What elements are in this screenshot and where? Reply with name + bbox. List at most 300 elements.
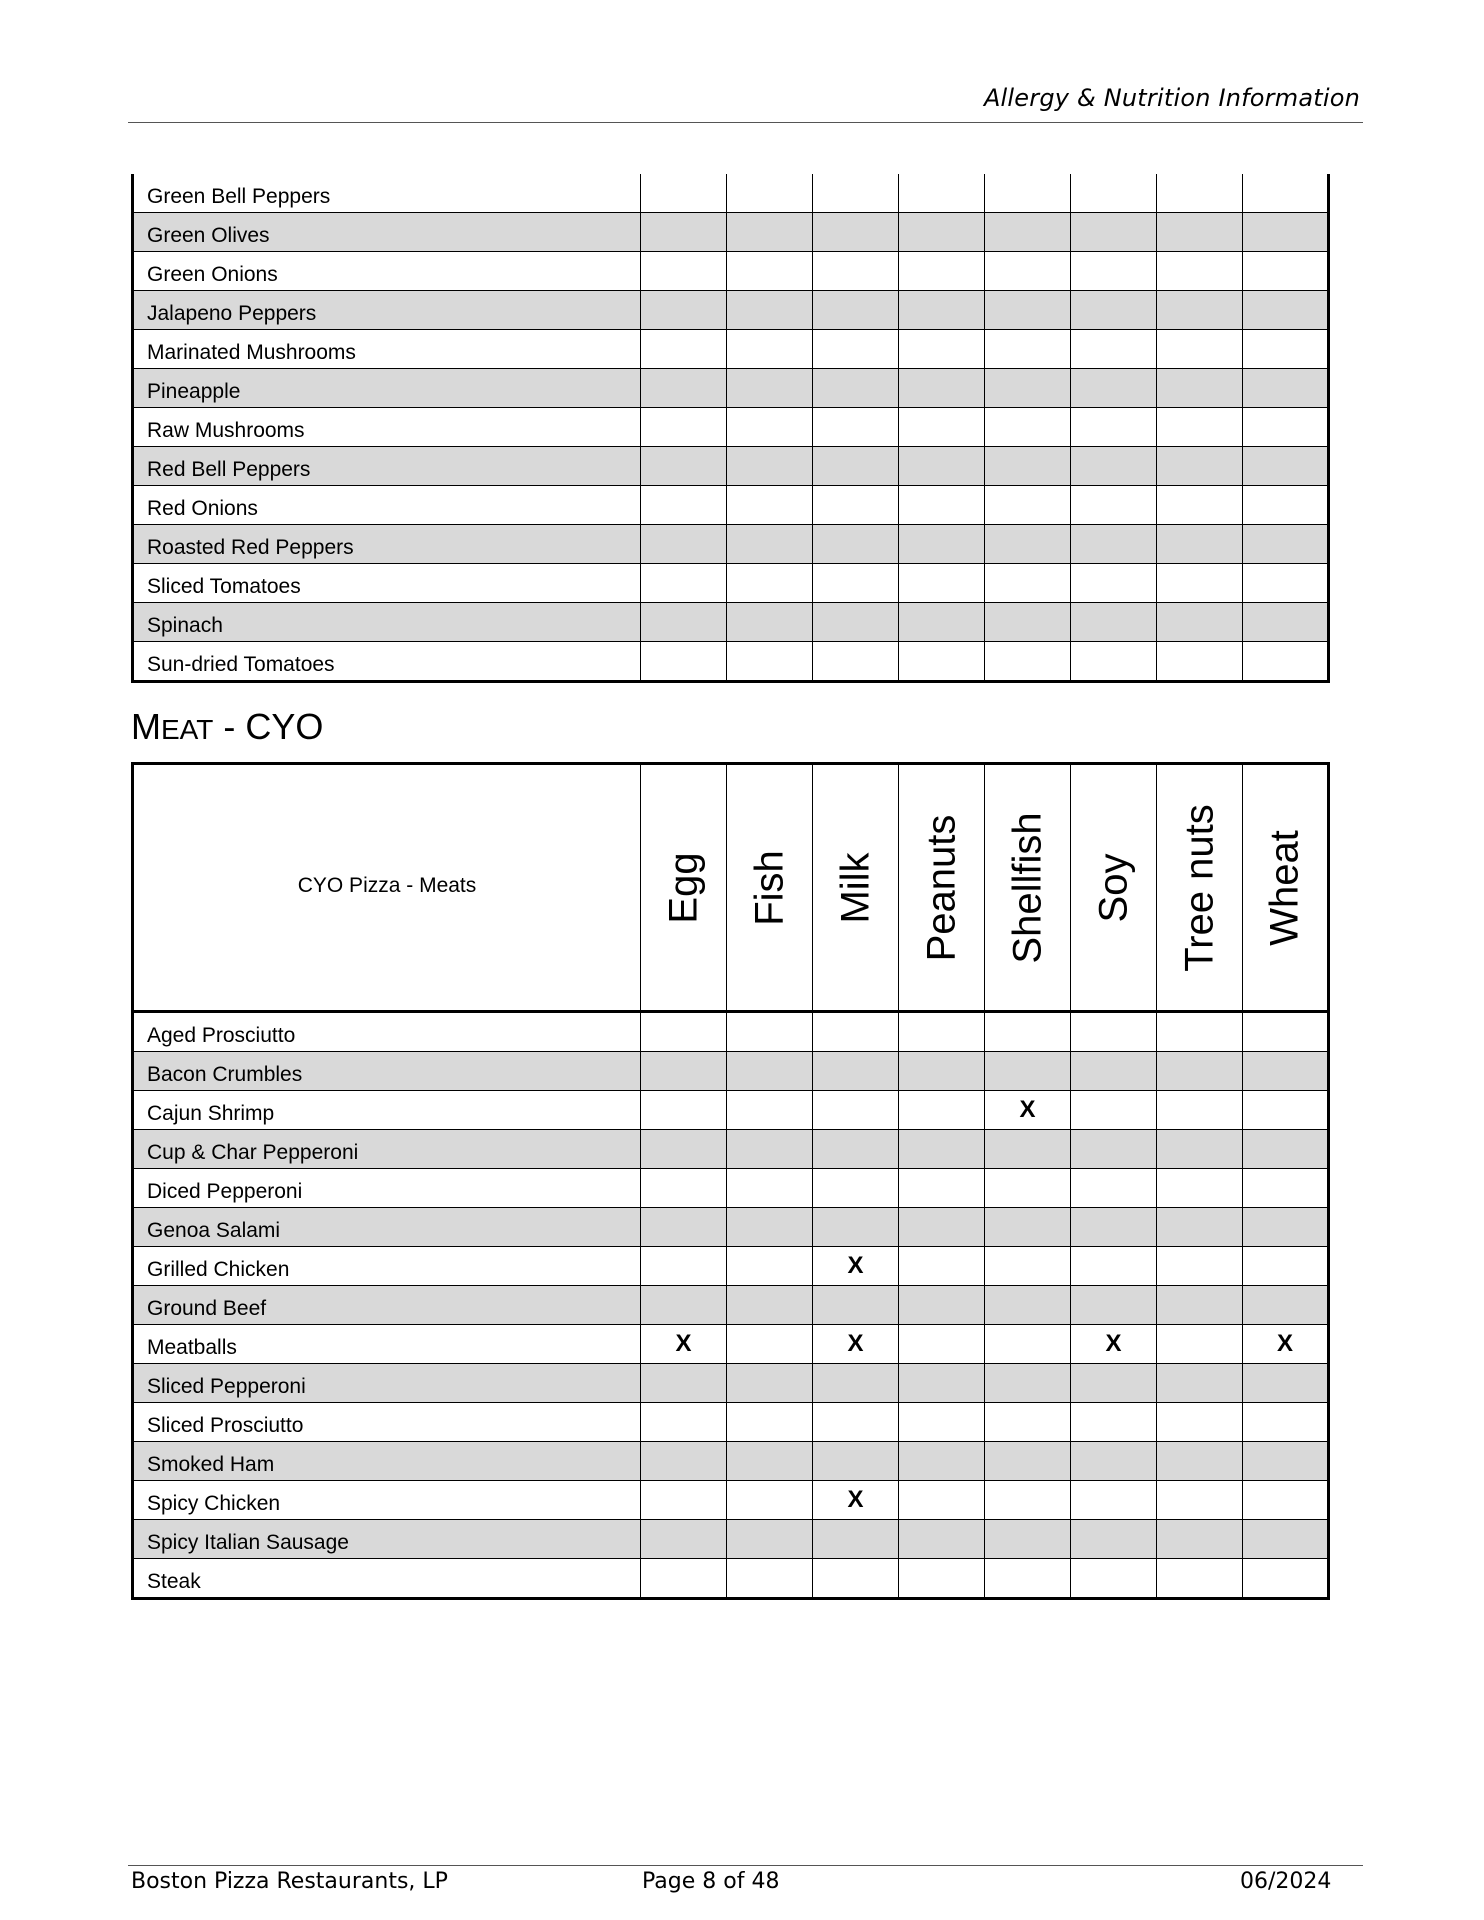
- allergen-cell: [1071, 603, 1157, 642]
- allergen-cell: [899, 1247, 985, 1286]
- allergen-cell: [1157, 1169, 1243, 1208]
- allergen-cell: [813, 642, 899, 682]
- allergen-cell: [899, 447, 985, 486]
- allergen-header-label: Egg: [661, 851, 705, 924]
- allergen-cell: [1071, 1442, 1157, 1481]
- allergen-cell: [813, 1364, 899, 1403]
- allergen-cell: [1157, 369, 1243, 408]
- allergen-cell: [813, 1442, 899, 1481]
- allergen-cell: [727, 1091, 813, 1130]
- allergen-cell: [985, 1325, 1071, 1364]
- allergen-cell: [813, 213, 899, 252]
- allergen-cell: [727, 1403, 813, 1442]
- allergen-cell: [1243, 1012, 1329, 1052]
- allergen-cell: [1157, 174, 1243, 213]
- allergen-cell: [813, 1286, 899, 1325]
- allergen-cell: [899, 369, 985, 408]
- allergen-cell: [985, 1403, 1071, 1442]
- allergen-cell: X: [813, 1325, 899, 1364]
- table-row: [133, 1325, 1329, 1364]
- allergen-cell: [641, 408, 727, 447]
- allergen-cell: X: [813, 1247, 899, 1286]
- table-row: [133, 174, 1329, 213]
- allergen-cell: [1243, 1364, 1329, 1403]
- allergen-cell: [1071, 486, 1157, 525]
- allergen-cell: [1071, 1481, 1157, 1520]
- allergen-cell: [1157, 1442, 1243, 1481]
- allergen-cell: [1157, 1520, 1243, 1559]
- allergen-column-header: [1243, 764, 1329, 1012]
- allergen-cell: [985, 564, 1071, 603]
- allergen-cell: [727, 1208, 813, 1247]
- allergen-cell: [899, 252, 985, 291]
- allergen-cell: [641, 1520, 727, 1559]
- allergen-cell: [899, 1130, 985, 1169]
- allergen-cell: [641, 1130, 727, 1169]
- allergen-cell: [899, 1325, 985, 1364]
- row-item-name: Green Onions: [133, 252, 641, 291]
- table-row: [133, 213, 1329, 252]
- allergen-cell: [899, 603, 985, 642]
- table-row: [133, 564, 1329, 603]
- allergen-cell: [1243, 1403, 1329, 1442]
- table-row: [133, 1130, 1329, 1169]
- section-heading-meat-cyo: [131, 706, 323, 748]
- allergen-cell: [1243, 564, 1329, 603]
- allergen-cell: [727, 1012, 813, 1052]
- allergen-header-label: Fish: [747, 849, 791, 926]
- footer-page-number: Page 8 of 48: [642, 1869, 780, 1894]
- allergen-cell: [1243, 174, 1329, 213]
- row-item-name: Sliced Tomatoes: [133, 564, 641, 603]
- allergen-cell: [985, 1481, 1071, 1520]
- allergen-cell: [985, 408, 1071, 447]
- row-item-name: Diced Pepperoni: [133, 1169, 641, 1208]
- allergen-cell: [813, 1052, 899, 1091]
- allergen-header-label: Milk: [833, 851, 877, 924]
- allergen-cell: [1157, 486, 1243, 525]
- header-rule: [128, 122, 1363, 123]
- allergen-cell: [641, 252, 727, 291]
- allergen-cell: [985, 1364, 1071, 1403]
- allergen-cell: [985, 1012, 1071, 1052]
- table-row: [133, 252, 1329, 291]
- allergen-cell: [641, 1012, 727, 1052]
- allergen-cell: [813, 291, 899, 330]
- allergen-cell: [813, 174, 899, 213]
- allergen-column-header: [727, 764, 813, 1012]
- allergen-cell: [813, 1169, 899, 1208]
- allergen-cell: [727, 486, 813, 525]
- allergen-cell: [813, 408, 899, 447]
- allergen-cell: [899, 1364, 985, 1403]
- table-row: [133, 1052, 1329, 1091]
- allergen-cell: [813, 1559, 899, 1599]
- allergen-cell: [727, 525, 813, 564]
- allergen-cell: [1157, 447, 1243, 486]
- allergen-cell: [985, 486, 1071, 525]
- allergen-cell: [1157, 1481, 1243, 1520]
- allergen-cell: [1243, 1286, 1329, 1325]
- table-row: [133, 1012, 1329, 1052]
- allergen-cell: [727, 1052, 813, 1091]
- allergen-cell: [985, 252, 1071, 291]
- row-item-name: Spicy Chicken: [133, 1481, 641, 1520]
- allergen-column-header: [1071, 764, 1157, 1012]
- allergen-cell: [1071, 369, 1157, 408]
- allergen-cell: [1157, 1052, 1243, 1091]
- allergen-cell: [641, 525, 727, 564]
- allergen-cell: [985, 369, 1071, 408]
- table-row: [133, 1403, 1329, 1442]
- allergen-cell: [899, 408, 985, 447]
- allergen-header-label: Tree nuts: [1177, 803, 1221, 972]
- allergen-cell: [1243, 1091, 1329, 1130]
- allergen-cell: [641, 213, 727, 252]
- allergen-cell: [727, 1169, 813, 1208]
- allergen-cell: [1071, 291, 1157, 330]
- allergen-cell: [813, 525, 899, 564]
- allergen-cell: [813, 564, 899, 603]
- allergen-cell: [1071, 1286, 1157, 1325]
- allergen-cell: [727, 564, 813, 603]
- allergen-cell: [641, 1208, 727, 1247]
- allergen-cell: [985, 1208, 1071, 1247]
- row-item-name: Steak: [133, 1559, 641, 1599]
- allergen-cell: [727, 213, 813, 252]
- allergen-cell: [641, 1403, 727, 1442]
- allergen-cell: [899, 1208, 985, 1247]
- allergen-cell: X: [641, 1325, 727, 1364]
- allergen-cell: [727, 1442, 813, 1481]
- allergen-cell: [641, 1052, 727, 1091]
- allergen-cell: [1157, 252, 1243, 291]
- table-row: [133, 486, 1329, 525]
- allergen-cell: [641, 1169, 727, 1208]
- allergen-cell: [985, 1442, 1071, 1481]
- row-item-name: Genoa Salami: [133, 1208, 641, 1247]
- allergen-cell: [813, 447, 899, 486]
- allergen-cell: [899, 1091, 985, 1130]
- allergen-cell: [1071, 1052, 1157, 1091]
- allergen-cell: [899, 1481, 985, 1520]
- allergen-column-header: [985, 764, 1071, 1012]
- allergen-cell: [813, 1012, 899, 1052]
- allergen-cell: [727, 1247, 813, 1286]
- allergen-cell: [1243, 1520, 1329, 1559]
- allergen-cell: [1243, 603, 1329, 642]
- allergen-cell: [1157, 525, 1243, 564]
- allergen-cell: [1071, 408, 1157, 447]
- allergen-cell: [1243, 486, 1329, 525]
- allergen-cell: [1243, 525, 1329, 564]
- allergen-cell: [1071, 1012, 1157, 1052]
- allergen-cell: [1243, 1559, 1329, 1599]
- table-row: [133, 408, 1329, 447]
- allergen-cell: [1071, 174, 1157, 213]
- allergen-cell: [899, 642, 985, 682]
- allergen-cell: X: [985, 1091, 1071, 1130]
- allergen-cell: [1071, 1403, 1157, 1442]
- allergen-cell: [813, 1520, 899, 1559]
- row-item-name: Marinated Mushrooms: [133, 330, 641, 369]
- allergen-cell: [985, 1130, 1071, 1169]
- allergen-cell: [899, 1052, 985, 1091]
- allergen-cell: [641, 642, 727, 682]
- table-row: [133, 447, 1329, 486]
- allergen-cell: [727, 1325, 813, 1364]
- allergen-cell: [1157, 1364, 1243, 1403]
- table-row: [133, 642, 1329, 682]
- allergen-cell: [1243, 252, 1329, 291]
- allergen-cell: [727, 174, 813, 213]
- allergen-cell: X: [1243, 1325, 1329, 1364]
- allergen-cell: [641, 1442, 727, 1481]
- allergen-cell: [641, 1364, 727, 1403]
- allergen-cell: [1243, 447, 1329, 486]
- allergen-cell: [813, 486, 899, 525]
- allergen-cell: [1243, 1052, 1329, 1091]
- allergen-cell: [727, 1364, 813, 1403]
- allergen-cell: [1071, 1520, 1157, 1559]
- allergen-cell: [641, 369, 727, 408]
- allergen-cell: [727, 642, 813, 682]
- allergen-cell: [899, 330, 985, 369]
- allergen-cell: [899, 1403, 985, 1442]
- row-item-name: Raw Mushrooms: [133, 408, 641, 447]
- allergen-cell: [1071, 1364, 1157, 1403]
- table-row: [133, 1481, 1329, 1520]
- allergen-cell: [899, 1442, 985, 1481]
- allergen-cell: [1243, 291, 1329, 330]
- allergen-cell: [985, 174, 1071, 213]
- row-item-name: Ground Beef: [133, 1286, 641, 1325]
- allergen-cell: [813, 252, 899, 291]
- allergen-cell: [1071, 525, 1157, 564]
- allergen-cell: [813, 1130, 899, 1169]
- allergen-header-label: Soy: [1091, 853, 1135, 922]
- allergen-cell: X: [813, 1481, 899, 1520]
- allergen-cell: [641, 1559, 727, 1599]
- row-item-name: Bacon Crumbles: [133, 1052, 641, 1091]
- allergen-cell: [1071, 1091, 1157, 1130]
- row-item-name: Sliced Prosciutto: [133, 1403, 641, 1442]
- allergen-cell: [1157, 213, 1243, 252]
- allergen-cell: [985, 330, 1071, 369]
- allergen-cell: [1243, 1130, 1329, 1169]
- row-item-name: Cajun Shrimp: [133, 1091, 641, 1130]
- allergen-cell: [641, 564, 727, 603]
- table-row: [133, 369, 1329, 408]
- row-item-name: Pineapple: [133, 369, 641, 408]
- allergen-cell: [1071, 213, 1157, 252]
- allergen-cell: [1157, 642, 1243, 682]
- section-heading-suffix: - CYO: [213, 706, 324, 747]
- table-row: [133, 1442, 1329, 1481]
- allergen-cell: [1157, 1286, 1243, 1325]
- allergen-cell: [1071, 642, 1157, 682]
- allergen-cell: [1157, 1325, 1243, 1364]
- allergen-cell: [1071, 1247, 1157, 1286]
- allergen-cell: [1243, 1247, 1329, 1286]
- allergen-cell: [1157, 291, 1243, 330]
- allergen-cell: [641, 291, 727, 330]
- allergen-cell: [641, 1091, 727, 1130]
- allergen-cell: [1157, 1247, 1243, 1286]
- row-item-name: Green Bell Peppers: [133, 174, 641, 213]
- row-item-name: Grilled Chicken: [133, 1247, 641, 1286]
- allergen-cell: [641, 603, 727, 642]
- row-item-name: Cup & Char Pepperoni: [133, 1130, 641, 1169]
- row-item-name: Smoked Ham: [133, 1442, 641, 1481]
- allergen-cell: [727, 1481, 813, 1520]
- footer-rule: [128, 1865, 1363, 1866]
- allergen-cell: [641, 174, 727, 213]
- row-item-name: Aged Prosciutto: [133, 1012, 641, 1052]
- row-item-name: Meatballs: [133, 1325, 641, 1364]
- allergen-cell: [1243, 1208, 1329, 1247]
- allergen-cell: [899, 174, 985, 213]
- allergen-cell: [641, 330, 727, 369]
- allergen-cell: [985, 447, 1071, 486]
- allergen-cell: [641, 1247, 727, 1286]
- allergen-cell: [1071, 1559, 1157, 1599]
- table-row: [133, 1364, 1329, 1403]
- allergen-cell: [1071, 252, 1157, 291]
- table-row: [133, 1559, 1329, 1599]
- allergen-cell: [1071, 1169, 1157, 1208]
- allergen-cell: [1243, 1481, 1329, 1520]
- meat-allergen-table: [131, 762, 1330, 1600]
- allergen-cell: [899, 525, 985, 564]
- row-item-name: Sliced Pepperoni: [133, 1364, 641, 1403]
- table-row: [133, 525, 1329, 564]
- row-item-name: Spicy Italian Sausage: [133, 1520, 641, 1559]
- row-item-name: Red Onions: [133, 486, 641, 525]
- allergen-cell: [1157, 564, 1243, 603]
- allergen-cell: [813, 330, 899, 369]
- allergen-cell: [727, 330, 813, 369]
- allergen-cell: [1071, 447, 1157, 486]
- allergen-cell: [727, 408, 813, 447]
- allergen-cell: [1243, 330, 1329, 369]
- allergen-cell: [1243, 213, 1329, 252]
- allergen-cell: [899, 1012, 985, 1052]
- table-row: [133, 1247, 1329, 1286]
- allergen-column-header: [641, 764, 727, 1012]
- row-item-name: Jalapeno Peppers: [133, 291, 641, 330]
- allergen-cell: [1071, 564, 1157, 603]
- allergen-cell: [985, 603, 1071, 642]
- allergen-cell: [985, 1052, 1071, 1091]
- allergen-cell: X: [1071, 1325, 1157, 1364]
- allergen-cell: [1071, 1208, 1157, 1247]
- table-row: [133, 330, 1329, 369]
- allergen-cell: [1243, 408, 1329, 447]
- allergen-cell: [641, 486, 727, 525]
- allergen-column-header: [813, 764, 899, 1012]
- allergen-cell: [813, 603, 899, 642]
- allergen-header-label: Shellfish: [1005, 811, 1049, 964]
- table-row: [133, 291, 1329, 330]
- allergen-cell: [813, 369, 899, 408]
- allergen-cell: [1157, 1012, 1243, 1052]
- page-header-title: Allergy & Nutrition Information: [983, 84, 1360, 112]
- allergen-cell: [1071, 1130, 1157, 1169]
- allergen-cell: [985, 1247, 1071, 1286]
- allergen-cell: [985, 291, 1071, 330]
- allergen-cell: [1071, 330, 1157, 369]
- row-item-name: Sun-dried Tomatoes: [133, 642, 641, 682]
- allergen-cell: [899, 1169, 985, 1208]
- allergen-cell: [1157, 1091, 1243, 1130]
- allergen-cell: [899, 1559, 985, 1599]
- allergen-cell: [1157, 408, 1243, 447]
- allergen-header-label: Wheat: [1262, 829, 1307, 946]
- allergen-column-header: [899, 764, 985, 1012]
- allergen-cell: [813, 1403, 899, 1442]
- allergen-cell: [899, 486, 985, 525]
- allergen-cell: [985, 1559, 1071, 1599]
- table-title: CYO Pizza - Meats: [133, 764, 641, 1012]
- allergen-cell: [641, 1481, 727, 1520]
- allergen-cell: [1157, 1559, 1243, 1599]
- allergen-cell: [899, 1520, 985, 1559]
- allergen-column-header: [1157, 764, 1243, 1012]
- allergen-cell: [899, 1286, 985, 1325]
- row-item-name: Red Bell Peppers: [133, 447, 641, 486]
- allergen-cell: [727, 252, 813, 291]
- vegetable-allergen-table: [131, 174, 1330, 683]
- row-item-name: Green Olives: [133, 213, 641, 252]
- allergen-cell: [727, 291, 813, 330]
- allergen-cell: [1157, 603, 1243, 642]
- allergen-cell: [899, 564, 985, 603]
- allergen-cell: [985, 642, 1071, 682]
- allergen-cell: [727, 1130, 813, 1169]
- row-item-name: Roasted Red Peppers: [133, 525, 641, 564]
- allergen-cell: [985, 1169, 1071, 1208]
- allergen-cell: [985, 1286, 1071, 1325]
- allergen-cell: [985, 525, 1071, 564]
- allergen-cell: [985, 1520, 1071, 1559]
- allergen-cell: [1157, 1130, 1243, 1169]
- table-row: [133, 1208, 1329, 1247]
- row-item-name: Spinach: [133, 603, 641, 642]
- allergen-cell: [899, 213, 985, 252]
- allergen-cell: [727, 1520, 813, 1559]
- allergen-cell: [727, 447, 813, 486]
- allergen-cell: [727, 369, 813, 408]
- footer-date: 06/2024: [1240, 1869, 1332, 1894]
- allergen-cell: [727, 1286, 813, 1325]
- allergen-cell: [899, 291, 985, 330]
- allergen-cell: [727, 603, 813, 642]
- allergen-cell: [1157, 1403, 1243, 1442]
- allergen-cell: [1243, 1169, 1329, 1208]
- allergen-header-label: Peanuts: [919, 814, 963, 961]
- table-row: [133, 1520, 1329, 1559]
- allergen-cell: [641, 1286, 727, 1325]
- allergen-cell: [1243, 642, 1329, 682]
- allergen-cell: [1157, 1208, 1243, 1247]
- allergen-cell: [985, 213, 1071, 252]
- section-heading-smallcaps: EAT: [161, 714, 214, 745]
- allergen-cell: [813, 1208, 899, 1247]
- table-row: [133, 1091, 1329, 1130]
- allergen-cell: [1243, 369, 1329, 408]
- footer-company: Boston Pizza Restaurants, LP: [131, 1869, 448, 1894]
